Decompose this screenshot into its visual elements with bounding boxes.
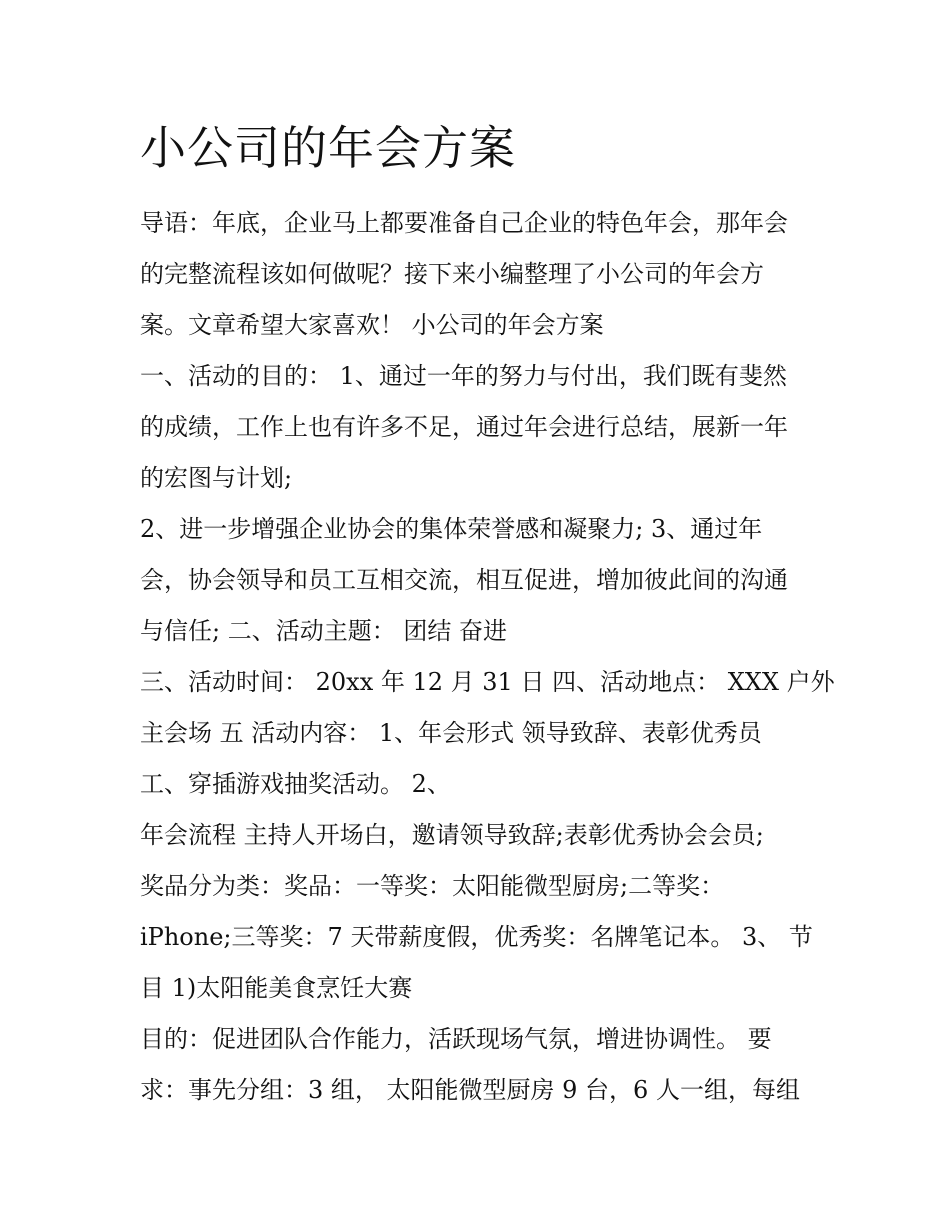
body-line: 三、活动时间： 20xx 年 12 月 31 日 四、活动地点： XXX 户外	[140, 668, 835, 696]
body-line: 年会流程 主持人开场白，邀请领导致辞;表彰优秀协会会员;	[140, 821, 764, 849]
body-line: 的宏图与计划;	[140, 464, 293, 492]
body-line: 的成绩，工作上也有许多不足，通过年会进行总结，展新一年	[140, 413, 788, 441]
body-line: 目 1)太阳能美食烹饪大赛	[140, 974, 413, 1002]
document-title: 小公司的年会方案	[140, 121, 516, 175]
body-line: 与信任; 二、活动主题： 团结 奋进	[140, 617, 507, 645]
body-line: 工、穿插游戏抽奖活动。 2、	[140, 770, 451, 798]
body-line: 案。文章希望大家喜欢！ 小公司的年会方案	[140, 311, 604, 339]
body-line: 主会场 五 活动内容： 1、年会形式 领导致辞、表彰优秀员	[140, 719, 762, 747]
body-line: 一、活动的目的： 1、通过一年的努力与付出，我们既有斐然	[140, 362, 787, 390]
body-line: 2、进一步增强企业协会的集体荣誉感和凝聚力; 3、通过年	[140, 515, 763, 543]
body-line: 求：事先分组：3 组， 太阳能微型厨房 9 台，6 人一组，每组	[140, 1076, 800, 1104]
body-line: 奖品分为类：奖品：一等奖：太阳能微型厨房;二等奖：	[140, 872, 725, 900]
document-body	[140, 198, 835, 1116]
body-line: 导语：年底，企业马上都要准备自己企业的特色年会，那年会	[140, 209, 788, 237]
body-line: 的完整流程该如何做呢？接下来小编整理了小公司的年会方	[140, 260, 764, 288]
body-line: 会，协会领导和员工互相交流，相互促进，增加彼此间的沟通	[140, 566, 788, 594]
body-line: iPhone;三等奖：7 天带薪度假，优秀奖：名牌笔记本。 3、 节	[140, 923, 813, 951]
body-line: 目的：促进团队合作能力，活跃现场气氛，增进协调性。 要	[140, 1025, 772, 1053]
